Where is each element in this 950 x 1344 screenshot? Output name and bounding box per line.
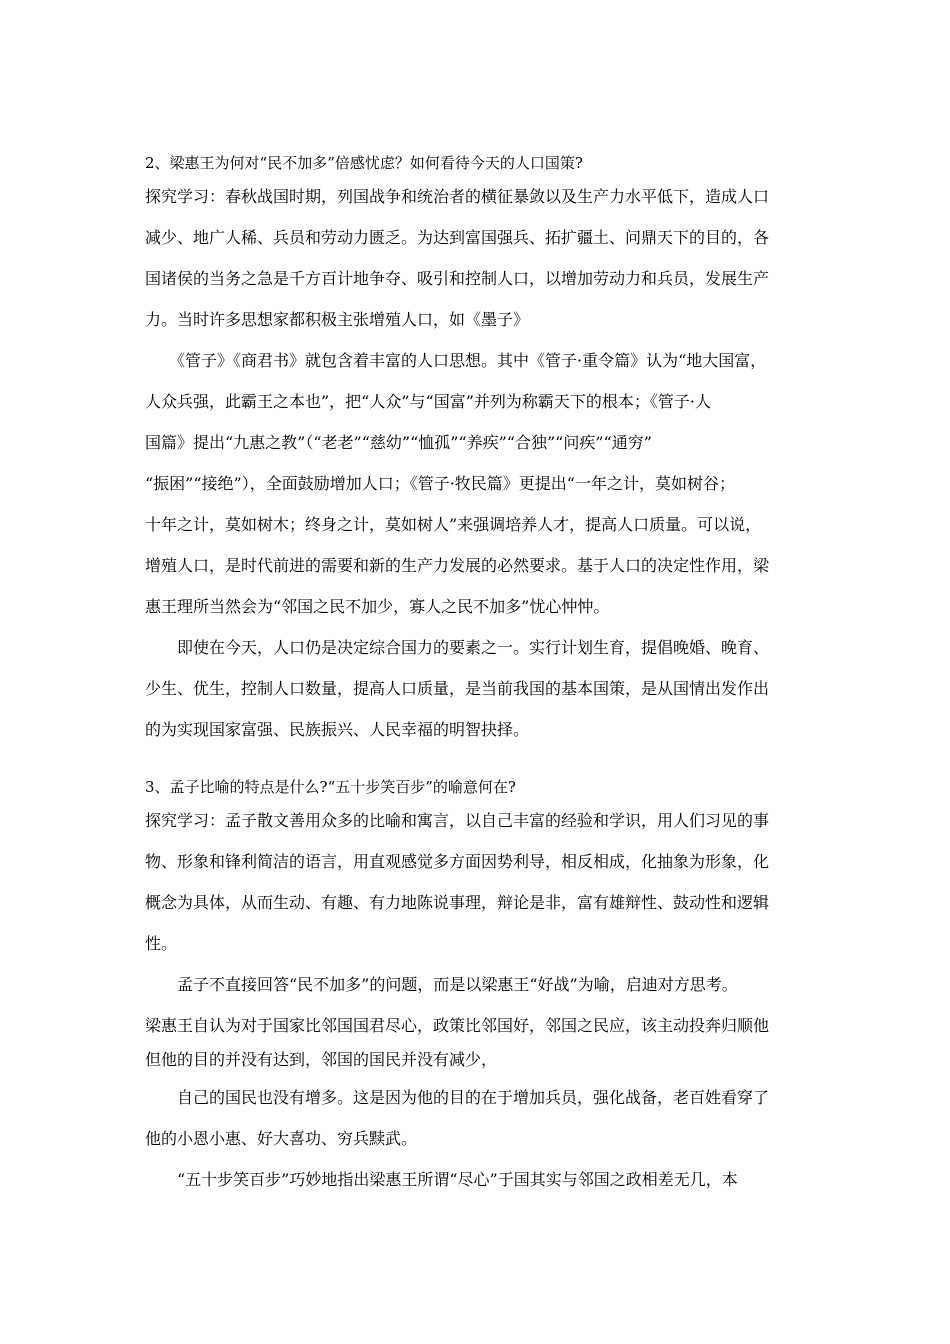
paragraph-line: 概念为具体，从而生动、有趣、有力地陈说事理，辩论是非，富有雄辩性、鼓动性和逻辑: [145, 893, 770, 912]
paragraph-line: 他的小恩小惠、好大喜功、穷兵黩武。: [145, 1129, 418, 1148]
paragraph-line: 的为实现国家富强、民族振兴、人民幸福的明智抉择。: [145, 720, 530, 739]
paragraph-line: 十年之计，莫如树木；终身之计，莫如树人”来强调培养人才，提高人口质量。可以说，: [145, 515, 762, 534]
question-2-title: 2、梁惠王为何对“民不加多”倍感忧虑？如何看待今天的人口国策?: [145, 154, 583, 172]
paragraph-line: 惠王理所当然会为“邻国之民不加少，寡人之民不加多”忧心忡忡。: [145, 597, 610, 616]
paragraph-line: 但他的目的并没有达到，邻国的国民并没有减少，: [145, 1050, 498, 1069]
paragraph-line: 《管子》《商君书》就包含着丰富的人口思想。其中《管子·重令篇》认为“地大国富，: [145, 351, 767, 370]
paragraph-line: 物、形象和锋利简洁的语言，用直观感觉多方面因势利导，相反相成，化抽象为形象，化: [145, 852, 770, 871]
paragraph-line: 减少、地广人稀、兵员和劳动力匮乏。为达到富国强兵、拓扩疆土、问鼎天下的目的，各: [145, 228, 770, 247]
paragraph-line: 国诸侯的当务之急是千方百计地争夺、吸引和控制人口，以增加劳动力和兵员，发展生产: [145, 269, 770, 288]
paragraph-line: 国篇》提出“九惠之教”（“老老”“慈幼”“恤孤”“养疾”“合独”“问疾”“通穷”: [145, 433, 652, 452]
paragraph-line: 自己的国民也没有增多。这是因为他的目的在于增加兵员，强化战备，老百姓看穿了: [145, 1088, 770, 1107]
paragraph-line: 探究学习：春秋战国时期，列国战争和统治者的横征暴敛以及生产力水平低下，造成人口: [145, 187, 770, 206]
paragraph-line: “振困”“接绝”），全面鼓励增加人口；《管子·牧民篇》更提出“一年之计，莫如树谷；: [145, 474, 735, 493]
paragraph-line: 孟子不直接回答“民不加多”的问题，而是以梁惠王“好战”为喻，启迪对方思考。: [145, 975, 738, 994]
paragraph-line: 增殖人口，是时代前进的需要和新的生产力发展的必然要求。基于人口的决定性作用，梁: [145, 556, 770, 575]
paragraph-line: 即使在今天，人口仍是决定综合国力的要素之一。实行计划生育，提倡晚婚、晚育、: [145, 638, 770, 657]
paragraph-line: “五十步笑百步”巧妙地指出梁惠王所谓“尽心”于国其实与邻国之政相差无几，本: [145, 1170, 738, 1189]
question-3-title: 3、孟子比喻的特点是什么?“五十步笑百步”的喻意何在?: [145, 778, 516, 796]
paragraph-line: 少生、优生，控制人口数量，提高人口质量，是当前我国的基本国策，是从国情出发作出: [145, 679, 770, 698]
paragraph-line: 探究学习：孟子散文善用众多的比喻和寓言，以自己丰富的经验和学识，用人们习见的事: [145, 811, 770, 830]
paragraph-line: 人众兵强，此霸王之本也”，把“人众”与“国富”并列为称霸天下的根本；《管子·人: [145, 392, 711, 411]
paragraph-line: 性。: [145, 934, 178, 953]
paragraph-line: 力。当时许多思想家都积极主张增殖人口，如《墨子》: [145, 310, 530, 329]
paragraph-line: 梁惠王自认为对于国家比邻国国君尽心，政策比邻国好，邻国之民应，该主动投奔归顺他: [145, 1016, 770, 1035]
